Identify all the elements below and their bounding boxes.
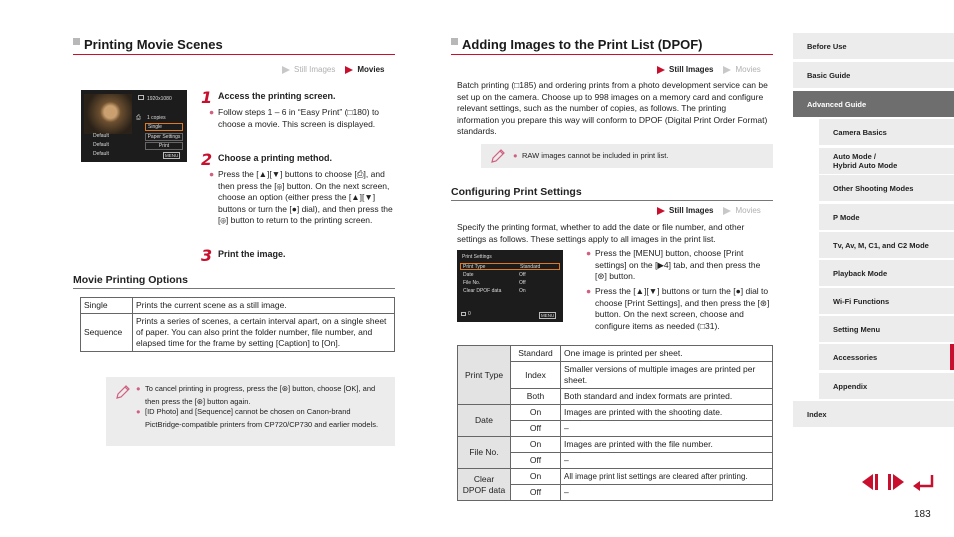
sidebar-item-advanced-guide[interactable]: Advanced Guide	[793, 91, 954, 117]
desc-dash: –	[561, 453, 773, 469]
sidebar-item-appendix[interactable]: Appendix	[819, 373, 954, 399]
print-settings-table	[457, 345, 773, 501]
date-val: Off	[519, 272, 526, 278]
step-2-number: 2	[201, 150, 213, 169]
mode-movies: Movies	[735, 206, 761, 215]
sidebar-item-camera-basics[interactable]: Camera Basics	[819, 119, 954, 145]
desc-both: Both standard and index formats are printed.	[561, 389, 773, 405]
left-note-box	[106, 377, 395, 446]
print-settings-title: Print Settings	[462, 254, 492, 260]
previous-page-icon[interactable]	[860, 472, 880, 492]
option-name: Sequence	[81, 314, 133, 352]
option-desc: Prints a series of scenes, a certain interval apart, on a single sheet of paper. You can also print the folder number, file number, and elapsed time for the frame by setting [Caption] to [On].	[133, 314, 395, 352]
camera-screen-print-movie	[81, 90, 187, 162]
sidebar-item-wifi-functions[interactable]: Wi-Fi Functions	[819, 288, 954, 314]
fileno-key: File No.	[463, 280, 481, 286]
return-icon[interactable]	[912, 472, 934, 492]
mode-movies: Movies	[735, 65, 761, 74]
note-item: ● RAW images cannot be included in print list.	[513, 151, 669, 160]
page-title-dpof: Adding Images to the Print List (DPOF)	[462, 37, 703, 52]
movie-printing-options-table	[80, 297, 395, 352]
file-no-header: File No.	[458, 437, 511, 469]
table-row	[458, 469, 773, 485]
table-row	[458, 405, 773, 421]
step-2-text: ● Press the [▲][▼] buttons to choose [⎙], and then press the [⊛] button. On the next screen, choose an option (either press the [▲][▼] buttons or turn the [●] dial), and then press the [⊛] button to return to the printing screen.	[209, 169, 393, 225]
still-images-marker-icon	[657, 207, 665, 215]
fileno-val: Off	[519, 280, 526, 286]
step-3-title: Print the image.	[218, 249, 286, 259]
table-row	[81, 314, 395, 352]
next-page-icon[interactable]	[886, 472, 906, 492]
sidebar-item-playback-mode[interactable]: Playback Mode	[819, 260, 954, 286]
sidebar-item-p-mode[interactable]: P Mode	[819, 204, 954, 230]
value-on: On	[511, 437, 561, 453]
sidebar-item-accessories[interactable]: Accessories	[819, 344, 954, 370]
mid-mode-indicator	[657, 65, 761, 74]
value-both: Both	[511, 389, 561, 405]
menu-button-icon: MENU	[165, 153, 179, 158]
dpof-intro: Batch printing (□185) and ordering prints from a photo development service can be set up on the camera. Choose up to 998 images on a memory card and configure relevant settings, such as the number of copies, as follows. The printing information you prepare this way will conform to DPOF (Digital Print Order Format) standards.	[457, 80, 768, 136]
mid-note-box	[481, 144, 773, 168]
step-1-number: 1	[201, 88, 213, 107]
movies-marker-icon	[723, 66, 731, 74]
still-images-marker-icon	[657, 66, 665, 74]
mode-still-images: Still Images	[669, 206, 714, 215]
sidebar-item-auto-mode[interactable]: Auto Mode / Hybrid Auto Mode	[819, 148, 954, 174]
desc-date-on: Images are printed with the shooting date.	[561, 405, 773, 421]
sidebar-item-setting-menu[interactable]: Setting Menu	[819, 316, 954, 342]
sidebar-item-index[interactable]: Index	[793, 401, 954, 427]
desc-dash: –	[561, 421, 773, 437]
print-option: Print	[145, 142, 183, 150]
page-title-printing-movie-scenes: Printing Movie Scenes	[84, 37, 223, 52]
page-number: 183	[914, 509, 931, 520]
resolution-label: 1920x1080	[147, 96, 172, 102]
note-item: ● [ID Photo] and [Sequence] cannot be chosen on Canon-brand PictBridge-compatible printers from CP720/CP730 and earlier models.	[136, 407, 379, 429]
table-row	[458, 437, 773, 453]
sidebar-item-before-use[interactable]: Before Use	[793, 33, 954, 59]
clear-val: On	[519, 288, 526, 294]
page-navigation	[860, 472, 934, 492]
mid-heading	[451, 37, 773, 55]
camera-screen-print-settings	[457, 250, 563, 322]
config-bullet-1: ● Press the [MENU] button, choose [Print settings] on the [▶4] tab, and then press the [⊛] button.	[586, 248, 761, 281]
menu-button-icon: MENU	[541, 313, 555, 318]
config-bullet-2: ● Press the [▲][▼] buttons or turn the [●] dial to choose [Print Settings], and then press the [⊛] button. On the next screen, choose and configure items as needed (□31).	[586, 286, 770, 331]
pencil-icon	[114, 383, 132, 401]
desc-standard: One image is printed per sheet.	[561, 346, 773, 362]
single-option: Single	[145, 123, 183, 131]
print-count-icon	[461, 312, 466, 316]
desc-file-on: Images are printed with the file number.	[561, 437, 773, 453]
paper-settings-option: Paper Settings	[145, 133, 183, 141]
desc-index: Smaller versions of multiple images are printed per sheet.	[561, 362, 773, 389]
copies-label: 1 copies	[147, 115, 166, 121]
value-off: Off	[511, 485, 561, 501]
sidebar-item-other-shooting-modes[interactable]: Other Shooting Modes	[819, 175, 954, 201]
movie-thumbnail	[84, 94, 132, 134]
clear-dpof-header: Clear DPOF data	[458, 469, 511, 501]
left-heading	[73, 37, 395, 55]
print-type-row: Print Type Standard	[460, 263, 560, 270]
mid-mode-indicator-2	[657, 206, 761, 215]
date-header: Date	[458, 405, 511, 437]
sidebar-item-tv-av-m[interactable]: Tv, Av, M, C1, and C2 Mode	[819, 232, 954, 258]
movies-marker-icon	[723, 207, 731, 215]
print-type-header: Print Type	[458, 346, 511, 405]
bullet-dot: ●	[209, 107, 215, 117]
value-on: On	[511, 405, 561, 421]
table-row	[81, 298, 395, 314]
left-mode-indicator	[282, 65, 384, 74]
value-index: Index	[511, 362, 561, 389]
clear-key: Clear DPOF data	[463, 288, 502, 294]
value-standard: Standard	[511, 346, 561, 362]
print-count: 0	[468, 311, 471, 317]
desc-clear-on: All image print list settings are cleared after printing.	[561, 469, 773, 485]
still-images-marker-icon	[282, 66, 290, 74]
config-intro: Specify the printing format, whether to add the date or file number, and other settings as follows. These settings apply to all images in the print list.	[457, 222, 745, 244]
film-icon	[138, 95, 144, 100]
mode-still-images: Still Images	[669, 65, 714, 74]
date-key: Date	[463, 272, 474, 278]
pencil-icon	[489, 147, 507, 165]
step-1-title: Access the printing screen.	[218, 91, 336, 101]
heading-marker	[73, 38, 80, 45]
value-off: Off	[511, 421, 561, 437]
step-2-title: Choose a printing method.	[218, 153, 332, 163]
bullet-dot: ●	[209, 169, 215, 179]
default-2: Default	[93, 142, 109, 148]
heading-marker	[451, 38, 458, 45]
value-off: Off	[511, 453, 561, 469]
default-1: Default	[93, 133, 109, 139]
movies-marker-icon	[345, 66, 353, 74]
configuring-print-settings-heading: Configuring Print Settings	[451, 186, 773, 201]
step-3-number: 3	[201, 246, 213, 265]
mode-still-images: Still Images	[294, 65, 336, 74]
table-row	[458, 346, 773, 362]
step-1-text: ● Follow steps 1 – 6 in “Easy Print” (□180) to choose a movie. This screen is displayed.	[209, 107, 380, 129]
note-item: ● To cancel printing in progress, press the [⊛] button, choose [OK], and then press the [⊛] button again.	[136, 384, 376, 406]
movie-printing-options-heading: Movie Printing Options	[73, 274, 395, 289]
desc-dash: –	[561, 485, 773, 501]
option-name: Single	[81, 298, 133, 314]
mode-movies: Movies	[357, 65, 385, 74]
value-on: On	[511, 469, 561, 485]
default-3: Default	[93, 151, 109, 157]
sidebar-item-basic-guide[interactable]: Basic Guide	[793, 62, 954, 88]
option-desc: Prints the current scene as a still image.	[133, 298, 395, 314]
copies-icon: ⎙	[136, 115, 141, 121]
